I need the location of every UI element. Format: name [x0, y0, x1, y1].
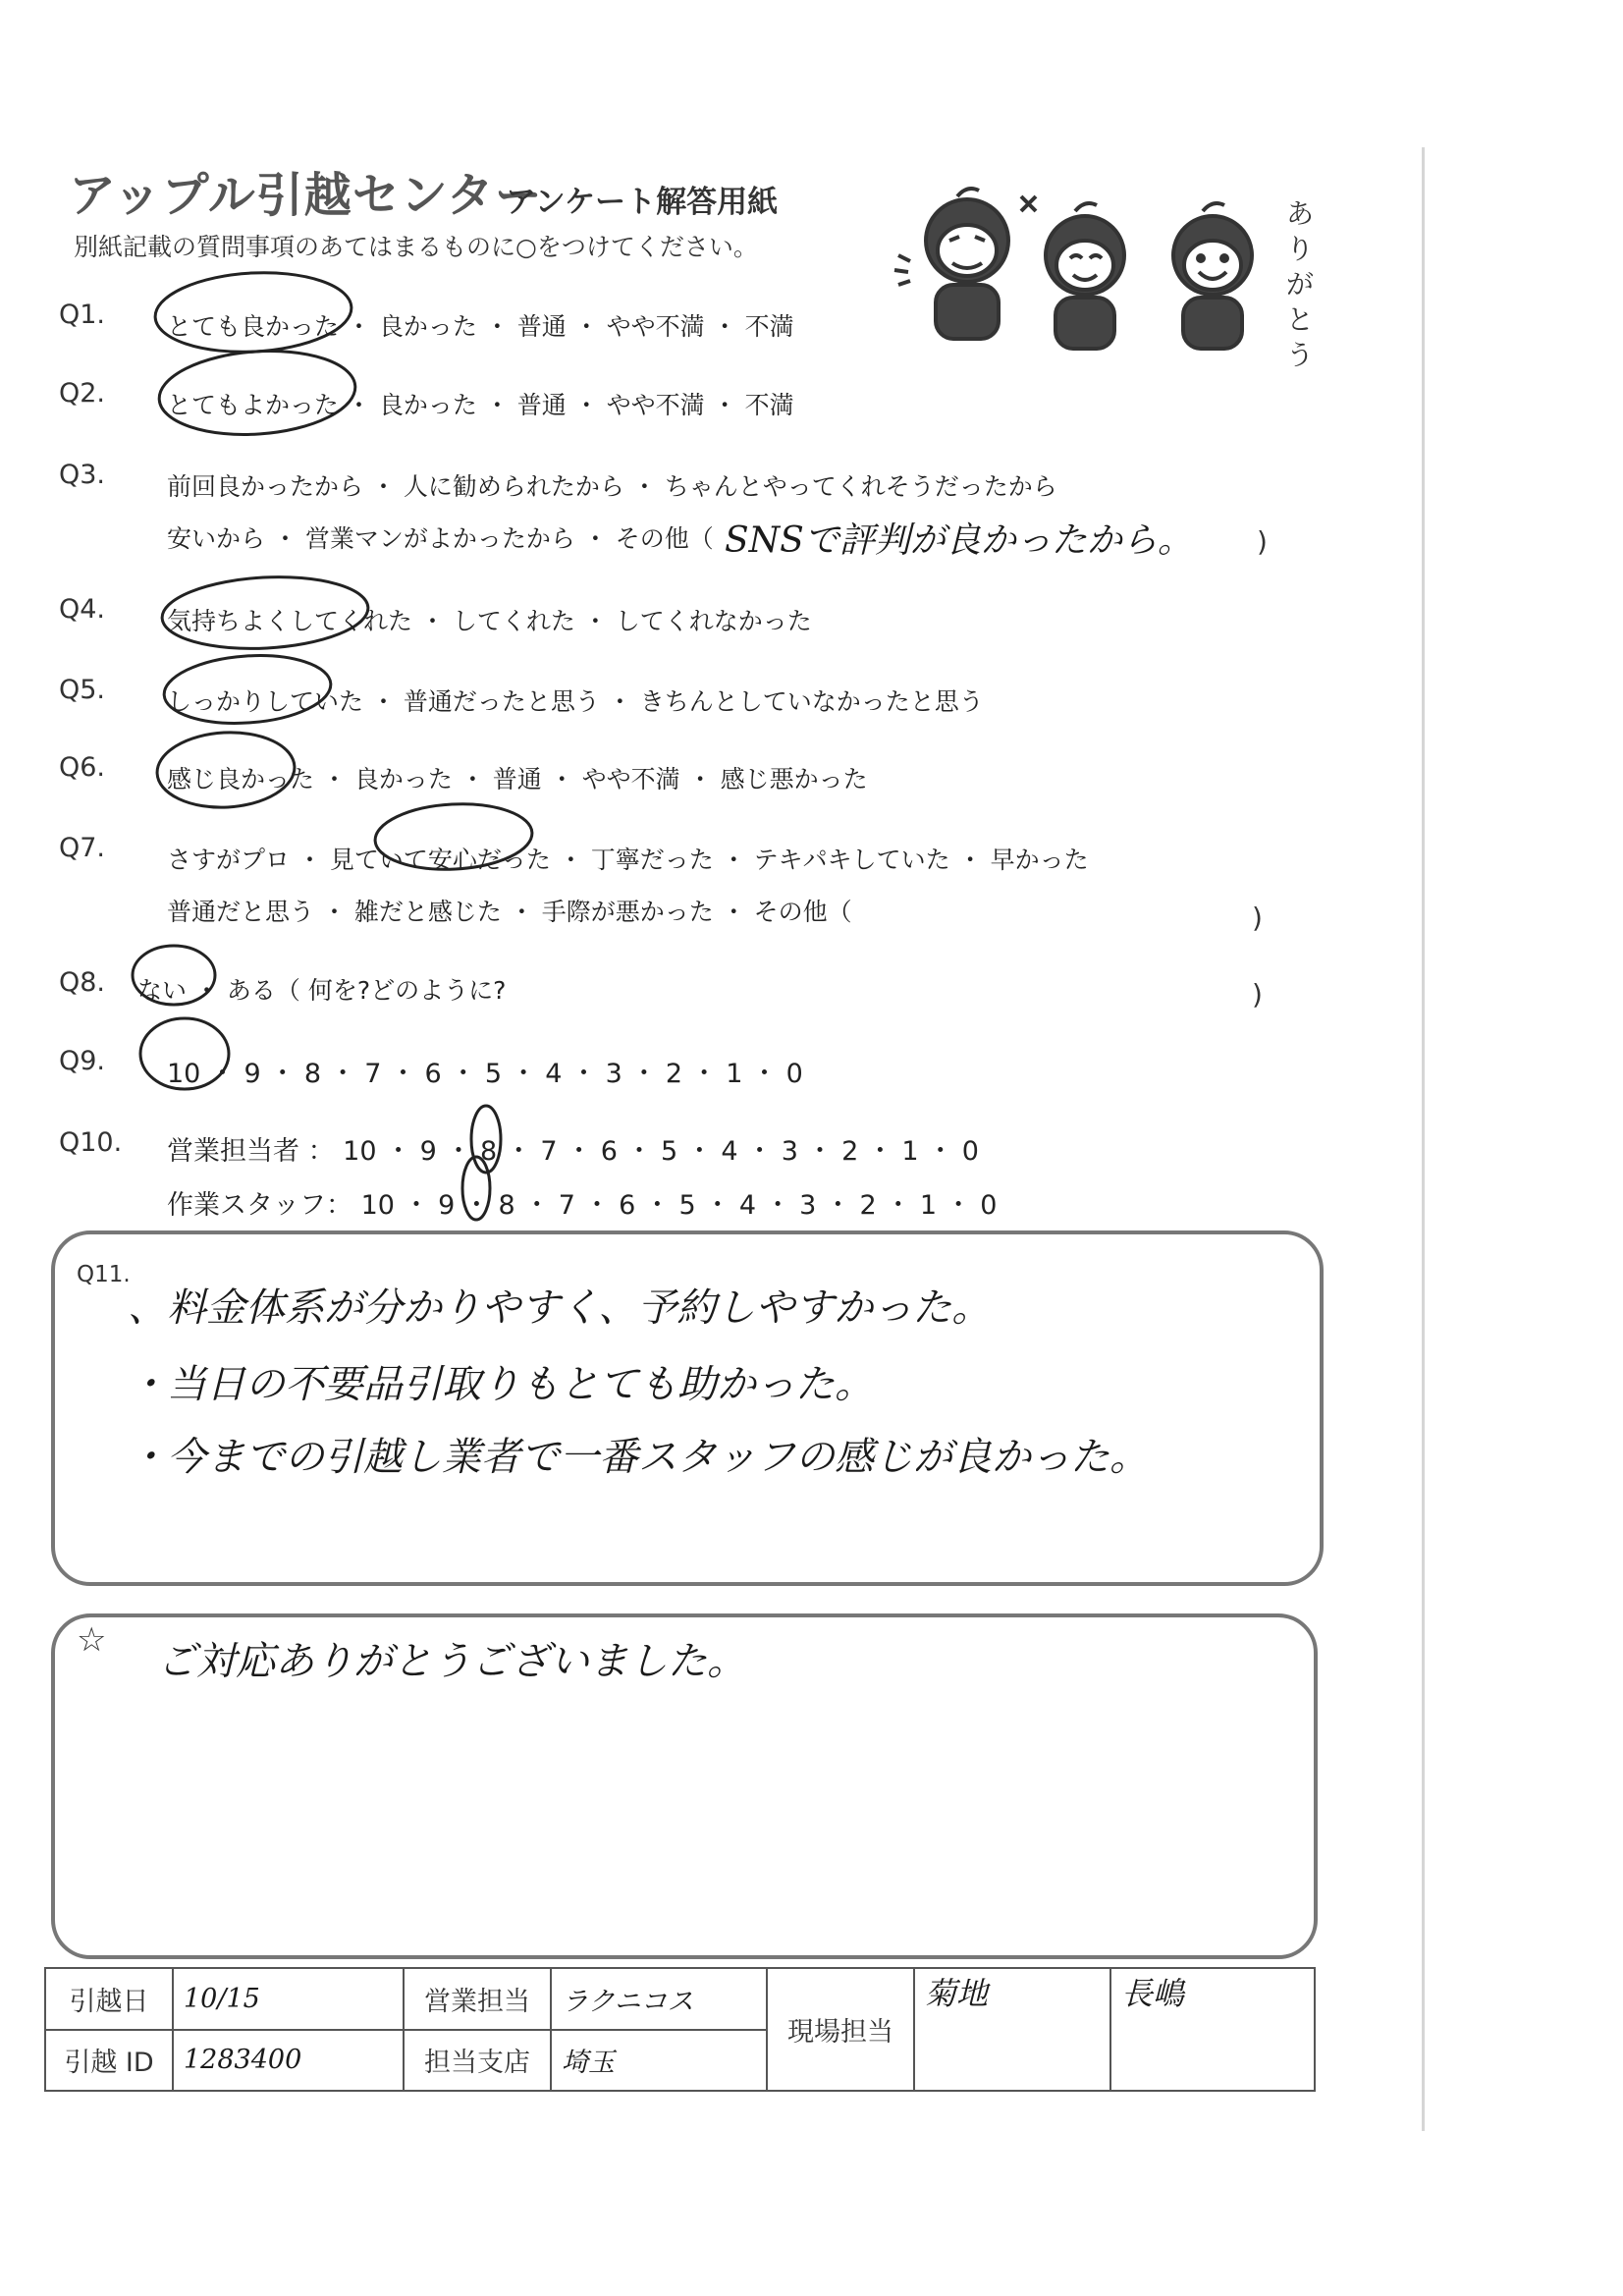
mascot-text: ありがとう — [1286, 197, 1315, 371]
q7-options-line1: さすがプロ ・ 見ていて安心だった ・ 丁寧だった ・ テキパキしていた ・ 早かった — [167, 846, 1089, 874]
site-rep-value-1: 菊地 — [914, 1968, 1110, 2091]
instruction-text: 別紙記載の質問事項のあてはまるものに○をつけてください。 — [74, 233, 758, 261]
q11-line-2: ・当日の不要品引取りもとても助かった。 — [128, 1362, 874, 1407]
site-rep-label: 現場担当 — [767, 1968, 914, 2091]
footer-info-table — [44, 1967, 1316, 2092]
move-id-label: 引越 ID — [45, 2030, 173, 2092]
q11-label: Q11. — [77, 1262, 131, 1287]
company-title: アップル引越センター — [69, 168, 543, 223]
q2-options: とてもよかった ・ 良かった ・ 普通 ・ やや不満 ・ 不満 — [167, 391, 794, 419]
q3-options-line2: 安いから ・ 営業マンがよかったから ・ その他（ — [167, 524, 714, 553]
q6-label: Q6. — [59, 752, 106, 783]
sales-rep-label: 営業担当 — [404, 1968, 551, 2030]
q7-label: Q7. — [59, 833, 106, 863]
q3-label: Q3. — [59, 460, 106, 490]
q3-close-paren: ) — [1257, 525, 1268, 558]
q7-options-line2: 普通だと思う ・ 雑だと感じた ・ 手際が悪かった ・ その他（ — [167, 898, 852, 926]
q8-label: Q8. — [59, 967, 106, 998]
q4-label: Q4. — [59, 594, 106, 625]
q1-label: Q1. — [59, 300, 106, 330]
branch-value: 埼玉 — [551, 2030, 767, 2092]
move-date-value: 10/15 — [173, 1968, 404, 2030]
q10-label: Q10. — [59, 1127, 123, 1158]
q5-label: Q5. — [59, 675, 106, 705]
branch-label: 担当支店 — [404, 2030, 551, 2092]
q5-options: しっかりしていた ・ 普通だったと思う ・ きちんとしていなかったと思う — [167, 687, 984, 716]
monkey-mascot-icon — [859, 177, 1291, 354]
q2-label: Q2. — [59, 378, 106, 409]
q9-label: Q9. — [59, 1046, 106, 1076]
site-rep-value-2: 長嶋 — [1110, 1968, 1315, 2091]
form-subtitle: アンケート解答用紙 — [506, 185, 779, 220]
q11-line-1: 、料金体系が分かりやすく、予約しやすかった。 — [128, 1285, 992, 1331]
q8-close-paren: ) — [1252, 978, 1263, 1011]
move-date-label: 引越日 — [45, 1968, 173, 2030]
sales-rep-value: ラクニコス — [551, 1968, 767, 2030]
q11-line-3: ・今までの引越し業者で一番スタッフの感じが良かった。 — [128, 1435, 1149, 1480]
q3-options-line1: 前回良かったから ・ 人に勧められたから ・ ちゃんとやってくれそうだったから — [167, 472, 1057, 501]
move-id-value: 1283400 — [173, 2030, 404, 2092]
q9-scale: 10 ・ 9 ・ 8 ・ 7 ・ 6 ・ 5 ・ 4 ・ 3 ・ 2 ・ 1 ・ 0 — [167, 1059, 803, 1089]
q6-options: 感じ良かった ・ 良かった ・ 普通 ・ やや不満 ・ 感じ悪かった — [167, 765, 868, 793]
star-icon: ☆ — [77, 1620, 107, 1660]
free-comment-text: ご対応ありがとうございました。 — [157, 1639, 746, 1684]
q3-other-answer: SNSで評判が良かったから。 — [725, 520, 1193, 561]
q7-close-paren: ) — [1252, 902, 1263, 934]
q10-sales-scale: 営業担当者 ： 10 ・ 9 ・ 8 ・ 7 ・ 6 ・ 5 ・ 4 ・ 3 ・ 2 ・ 1 ・ 0 — [167, 1136, 979, 1167]
page-edge — [1422, 147, 1425, 2131]
q1-options: とても良かった ・ 良かった ・ 普通 ・ やや不満 ・ 不満 — [167, 312, 794, 341]
q4-options: 気持ちよくしてくれた ・ してくれた ・ してくれなかった — [167, 607, 812, 635]
q10-staff-scale: 作業スタッフ： 10 ・ 9 ・ 8 ・ 7 ・ 6 ・ 5 ・ 4 ・ 3 ・ 2 ・ 1 ・ 0 — [167, 1190, 998, 1221]
q8-options: ない ・ ある（ 何を?どのように? — [137, 976, 507, 1005]
